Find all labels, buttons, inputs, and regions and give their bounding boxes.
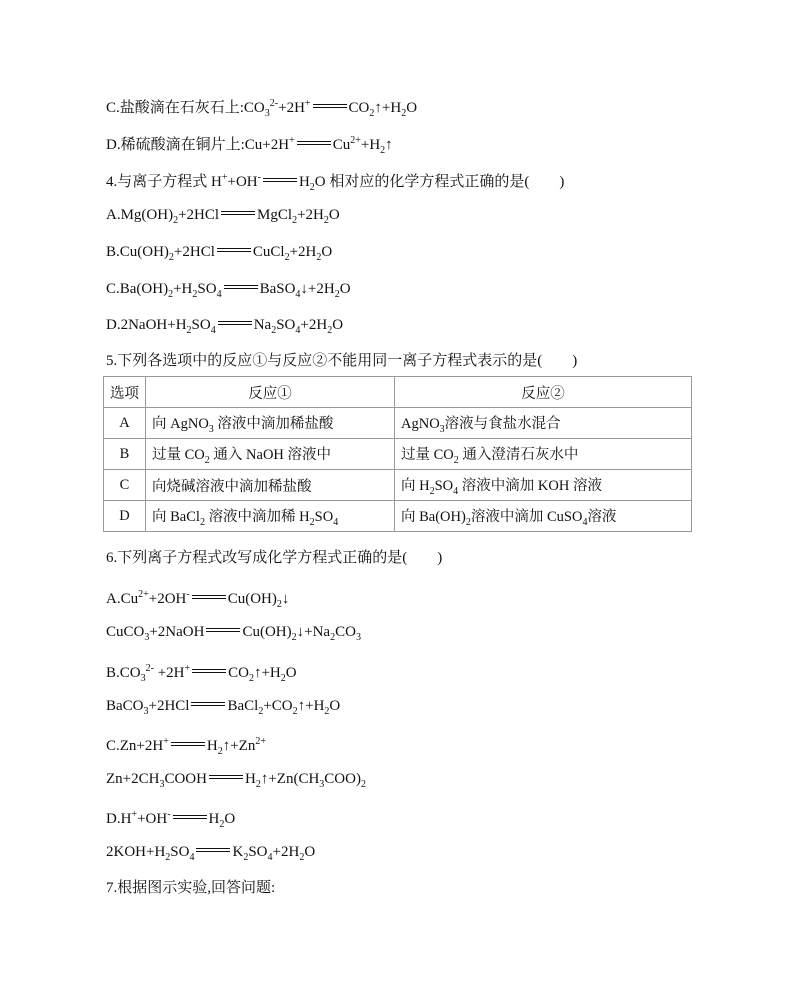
equals-sign <box>171 742 205 748</box>
q6-option-c-chemical: $Zn+2CH_3COOH$ $H_2↑+Zn(CH_3COO)_2$ <box>106 771 366 790</box>
q5-stem: 5.下列各选项中的反应①与反应②不能用同一离子方程式表示的是( ) <box>106 353 578 369</box>
q6-option-b-chemical: BaCO$_3$+2HCl $BaCl_2+CO_2↑+H_2O$ <box>106 698 341 717</box>
row-reaction-1: 向烧碱溶液中滴加稀盐酸 <box>146 470 395 501</box>
equals-sign <box>192 669 226 675</box>
equals-sign <box>297 141 331 147</box>
table-row <box>104 501 692 532</box>
q4-option-b: $B.Cu(OH)_2+2HCl$ $CuCl_2+2H_2O$ <box>106 244 333 263</box>
equals-sign <box>218 321 252 327</box>
equals-sign <box>224 285 258 291</box>
q6-stem: 6.下列离子方程式改写成化学方程式正确的是( ) <box>106 550 443 566</box>
table-header-row <box>104 377 692 408</box>
row-reaction-2: 向 $Ba(OH)_2$溶液中滴加 CuSO$_4$溶液 <box>395 501 692 532</box>
q6-option-b-ionic: $B.CO_3^{2-} +2H^+$ $CO_2↑+H_2O$ <box>106 663 297 684</box>
q4-option-c: $C.Ba(OH)_2+H_2SO_4$ $BaSO_4↓+2H_2O$ <box>106 281 351 300</box>
table-row <box>104 439 692 470</box>
row-reaction-1: 向 BaCl$_2$ 溶液中滴加稀 $H_2SO_4$ <box>146 501 395 532</box>
table-row <box>104 408 692 439</box>
q6-option-c-ionic: C.Zn+2H+ $H_2↑+Zn^{2+}$ <box>106 736 266 757</box>
row-option: C <box>104 470 146 501</box>
row-reaction-1: 向 AgNO$_3$ 溶液中滴加稀盐酸 <box>146 408 395 439</box>
equals-sign <box>313 104 347 110</box>
q3-option-c: C.盐酸滴在石灰石上$:CO_3^{2-}+2H^+$ $CO_2↑+H_2O$ <box>106 98 418 119</box>
q4-stem: 4.与离子方程式 H++OH- $H_2O$ 相对应的化学方程式正确的是( ) <box>106 172 565 193</box>
q4-option-a: $A.Mg(OH)_2+2HCl$ $MgCl_2+2H_2O$ <box>106 207 340 226</box>
equals-sign <box>191 702 225 708</box>
equals-sign <box>192 595 226 601</box>
header-reaction-2: 反应② <box>395 377 692 408</box>
row-option: A <box>104 408 146 439</box>
equals-sign <box>196 848 230 854</box>
row-option: B <box>104 439 146 470</box>
q6-option-a-ionic: $A.Cu^{2+}+2OH^-$ $Cu(OH)_2↓$ <box>106 589 290 610</box>
equals-sign <box>209 775 243 781</box>
q5-options-table <box>103 376 692 532</box>
q6-option-a-chemical: CuCO$_3$+2NaOH $Cu(OH)_2↓+Na_2CO_3$ <box>106 624 361 643</box>
equals-sign <box>217 248 251 254</box>
q7-stem: 7.根据图示实验,回答问题: <box>106 880 276 896</box>
row-reaction-2: 过量 $CO_2$ 通入澄清石灰水中 <box>395 439 692 470</box>
equals-sign <box>221 211 255 217</box>
equals-sign <box>173 815 207 821</box>
row-reaction-2: AgNO$_3$溶液与食盐水混合 <box>395 408 692 439</box>
table-row <box>104 470 692 501</box>
equals-sign <box>263 178 297 184</box>
row-reaction-2: 向 $H_2SO_4$ 溶液中滴加 KOH 溶液 <box>395 470 692 501</box>
q6-option-d-chemical: $2KOH+H_2SO_4$ $K_2SO_4+2H_2O$ <box>106 844 316 863</box>
header-reaction-1: 反应① <box>146 377 395 408</box>
equals-sign <box>206 628 240 634</box>
q6-option-d-ionic: D.H++OH- $H_2O$ <box>106 809 236 830</box>
row-reaction-1: 过量 $CO_2$ 通入 NaOH 溶液中 <box>146 439 395 470</box>
header-option: 选项 <box>104 377 146 408</box>
row-option: D <box>104 501 146 532</box>
q4-option-d: $D.2NaOH+H_2SO_4$ $Na_2SO_4+2H_2O$ <box>106 317 344 336</box>
q3-option-d: D.稀硫酸滴在铜片上:Cu+2H+ $Cu^{2+}+H_2↑$ <box>106 135 393 156</box>
